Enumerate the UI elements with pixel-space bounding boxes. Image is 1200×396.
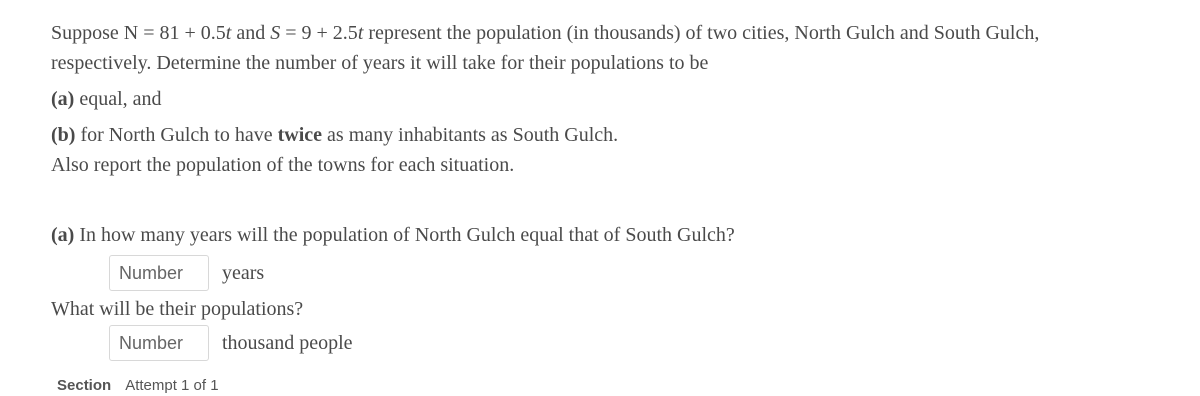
intro-line-2: respectively. Determine the number of years it will take for their populations to be: [51, 52, 709, 74]
problem-content: [51, 18, 1161, 396]
part-b-line: [51, 120, 1161, 150]
intro-text-4: represent the population (in thousands) of two cities, North Gulch and South Gulch,: [363, 22, 1040, 44]
years-number-input[interactable]: [109, 255, 209, 291]
part-b-emphasis: twice: [277, 124, 323, 146]
question-a-text: In how many years will the population of North Gulch equal that of South Gulch?: [74, 224, 735, 246]
report-line: Also report the population of the towns for each situation.: [51, 154, 515, 176]
part-a-text: equal, and: [74, 88, 162, 110]
intro-line-1: [51, 18, 1161, 48]
problem-statement: [51, 18, 1161, 78]
question-a-label: (a): [51, 224, 75, 246]
question-a: [51, 220, 1161, 250]
part-b-description: [51, 120, 1161, 180]
population-answer-row: [109, 324, 1161, 362]
intro-text-3: = 9 + 2.5: [280, 22, 358, 44]
part-b-text-pre: for North Gulch to have: [75, 124, 278, 146]
attempt-counter: Attempt 1 of 1: [125, 377, 219, 394]
var-s: S: [270, 22, 281, 44]
attempt-footer: [57, 376, 1161, 396]
population-number-input[interactable]: [109, 325, 209, 361]
var-t: t: [225, 22, 232, 44]
part-a-description: [51, 84, 1161, 114]
population-question: What will be their populations?: [51, 298, 304, 320]
intro-text-2: and: [231, 22, 271, 44]
part-a-label: (a): [51, 88, 75, 110]
var-t: t: [357, 22, 364, 44]
years-unit-label: years: [222, 262, 265, 284]
intro-text-1: Suppose N = 81 + 0.5: [51, 22, 226, 44]
part-b-label: (b): [51, 124, 76, 146]
population-unit-label: thousand people: [222, 332, 353, 354]
part-b-text-post: as many inhabitants as South Gulch.: [322, 124, 619, 146]
years-answer-row: [109, 254, 1161, 292]
section-label: Section: [57, 377, 112, 394]
